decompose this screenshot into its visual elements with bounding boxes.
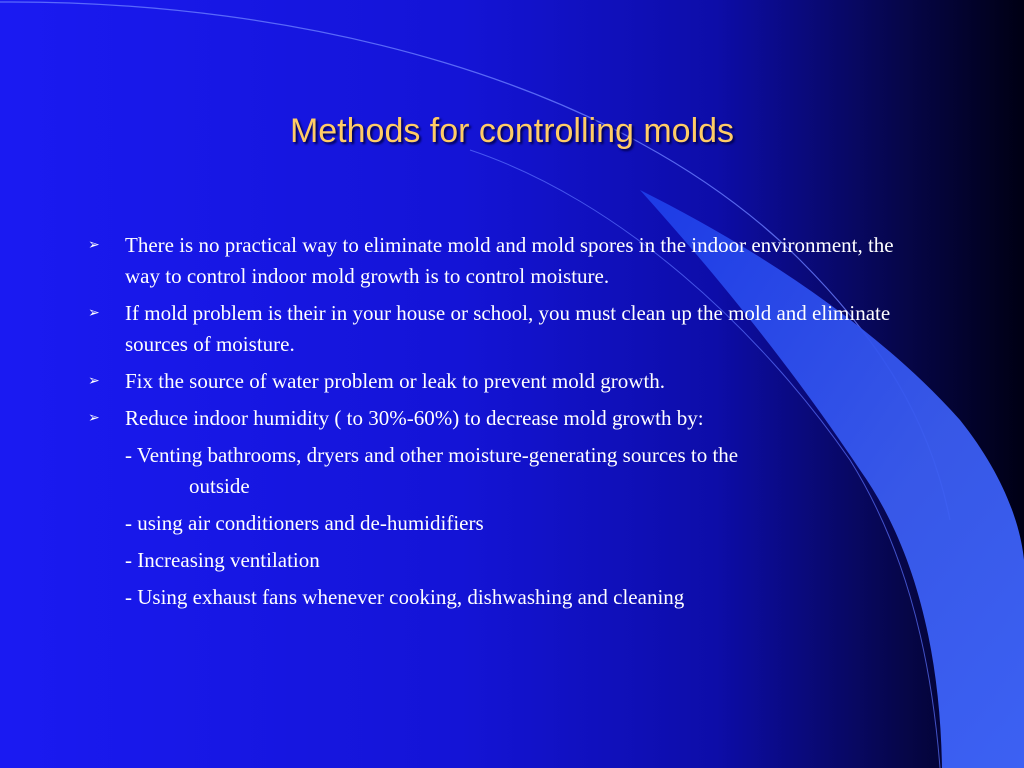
bullet-text: If mold problem is their in your house or school, you must clean up the mold and eliminate sources of moisture. — [125, 301, 891, 356]
bullet-text: There is no practical way to eliminate mold and mold spores in the indoor environment, the way to control indoor mold growth is to control moisture. — [125, 233, 894, 288]
sub-item-continuation: outside — [189, 474, 250, 498]
sub-item — [88, 440, 928, 502]
sub-item-text: - Using exhaust fans whenever cooking, dishwashing and cleaning — [125, 585, 685, 609]
slide-content — [88, 230, 928, 619]
bullet-item — [88, 403, 928, 434]
sub-item-text: - using air conditioners and de-humidifiers — [125, 511, 484, 535]
sub-item — [88, 545, 928, 576]
sub-item-text: - Venting bathrooms, dryers and other moisture-generating sources to the — [125, 443, 739, 467]
sub-item — [88, 582, 928, 613]
arrow-bullet-icon: ➢ — [88, 410, 100, 426]
bullet-text: Fix the source of water problem or leak to prevent mold growth. — [125, 369, 666, 393]
bullet-text: Reduce indoor humidity ( to 30%-60%) to decrease mold growth by: — [125, 406, 704, 430]
bullet-item — [88, 366, 928, 397]
sub-item-text: - Increasing ventilation — [125, 548, 320, 572]
arrow-bullet-icon: ➢ — [88, 237, 100, 253]
bullet-item — [88, 298, 928, 360]
arrow-bullet-icon: ➢ — [88, 373, 100, 389]
bullet-item — [88, 230, 928, 292]
sub-item — [88, 508, 928, 539]
arrow-bullet-icon: ➢ — [88, 305, 100, 321]
slide-title: Methods for controlling molds — [289, 112, 735, 150]
